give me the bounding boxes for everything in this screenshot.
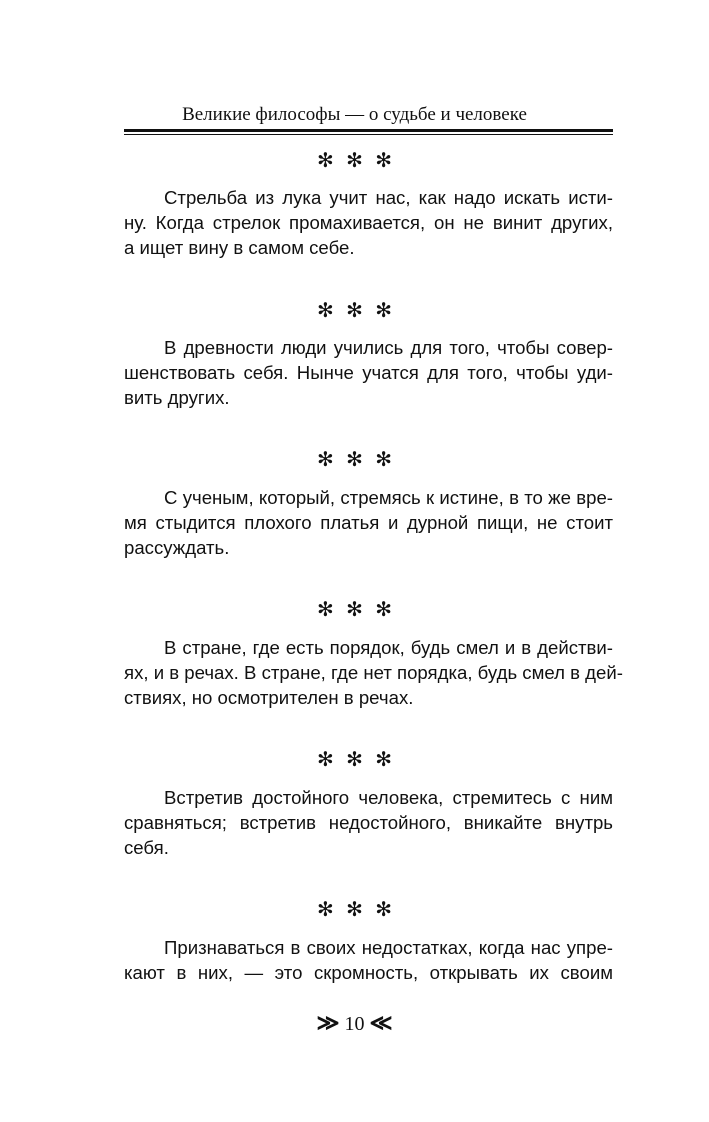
quote-line: шенствовать себя. Нынче учатся для того, чтобы уди- (124, 362, 613, 383)
section-divider: ✻ ✻ ✻ (317, 447, 392, 471)
quote-paragraph (124, 635, 623, 710)
quote-line: Стрельба из лука учит нас, как надо искать исти- (164, 187, 613, 208)
section-divider: ✻ ✻ ✻ (317, 747, 392, 771)
section-divider: ✻ ✻ ✻ (317, 597, 392, 621)
quote-line: ях, и в речах. В стране, где нет порядка, будь смел в дей- (124, 662, 623, 683)
quote-line: В древности люди учились для того, чтобы совер- (164, 337, 613, 358)
page-number: 10 (344, 1013, 365, 1035)
quote-line: кают в них, — это скромность, открывать их своим (124, 962, 613, 983)
quote-line: рассуждать. (124, 537, 230, 558)
quote-paragraph (124, 185, 613, 260)
section-divider: ✻ ✻ ✻ (317, 148, 392, 172)
quote-line: С ученым, который, стремясь к истине, в то же вре- (164, 487, 613, 508)
quote-paragraph (124, 485, 613, 560)
ornament-right-icon: ≪ (369, 1010, 393, 1035)
ornament-left-icon: ≫ (316, 1010, 340, 1035)
quote-paragraph (124, 785, 613, 860)
section-divider: ✻ ✻ ✻ (317, 298, 392, 322)
quote-line: себя. (124, 837, 169, 858)
quote-line: вить других. (124, 387, 230, 408)
quote-line: а ищет вину в самом себе. (124, 237, 355, 258)
page-footer (0, 1010, 709, 1037)
quote-line: сравняться; встретив недостойного, вникайте внутрь (124, 812, 613, 833)
quote-paragraph (124, 935, 613, 985)
header-rule-thick (124, 129, 613, 132)
quote-line: мя стыдится плохого платья и дурной пищи, не стоит (124, 512, 613, 533)
quote-line: Встретив достойного человека, стремитесь с ним (164, 787, 613, 808)
quote-line: В стране, где есть порядок, будь смел и в действи- (164, 637, 613, 658)
section-divider: ✻ ✻ ✻ (317, 897, 392, 921)
quote-paragraph (124, 335, 613, 410)
header-rule-thin (124, 134, 613, 135)
quote-line: Признаваться в своих недостатках, когда нас упре- (164, 937, 613, 958)
running-header: Великие философы — о судьбе и человеке (182, 104, 527, 125)
quote-line: ну. Когда стрелок промахивается, он не винит других, (124, 212, 613, 233)
quote-line: ствиях, но осмотрителен в речах. (124, 687, 414, 708)
